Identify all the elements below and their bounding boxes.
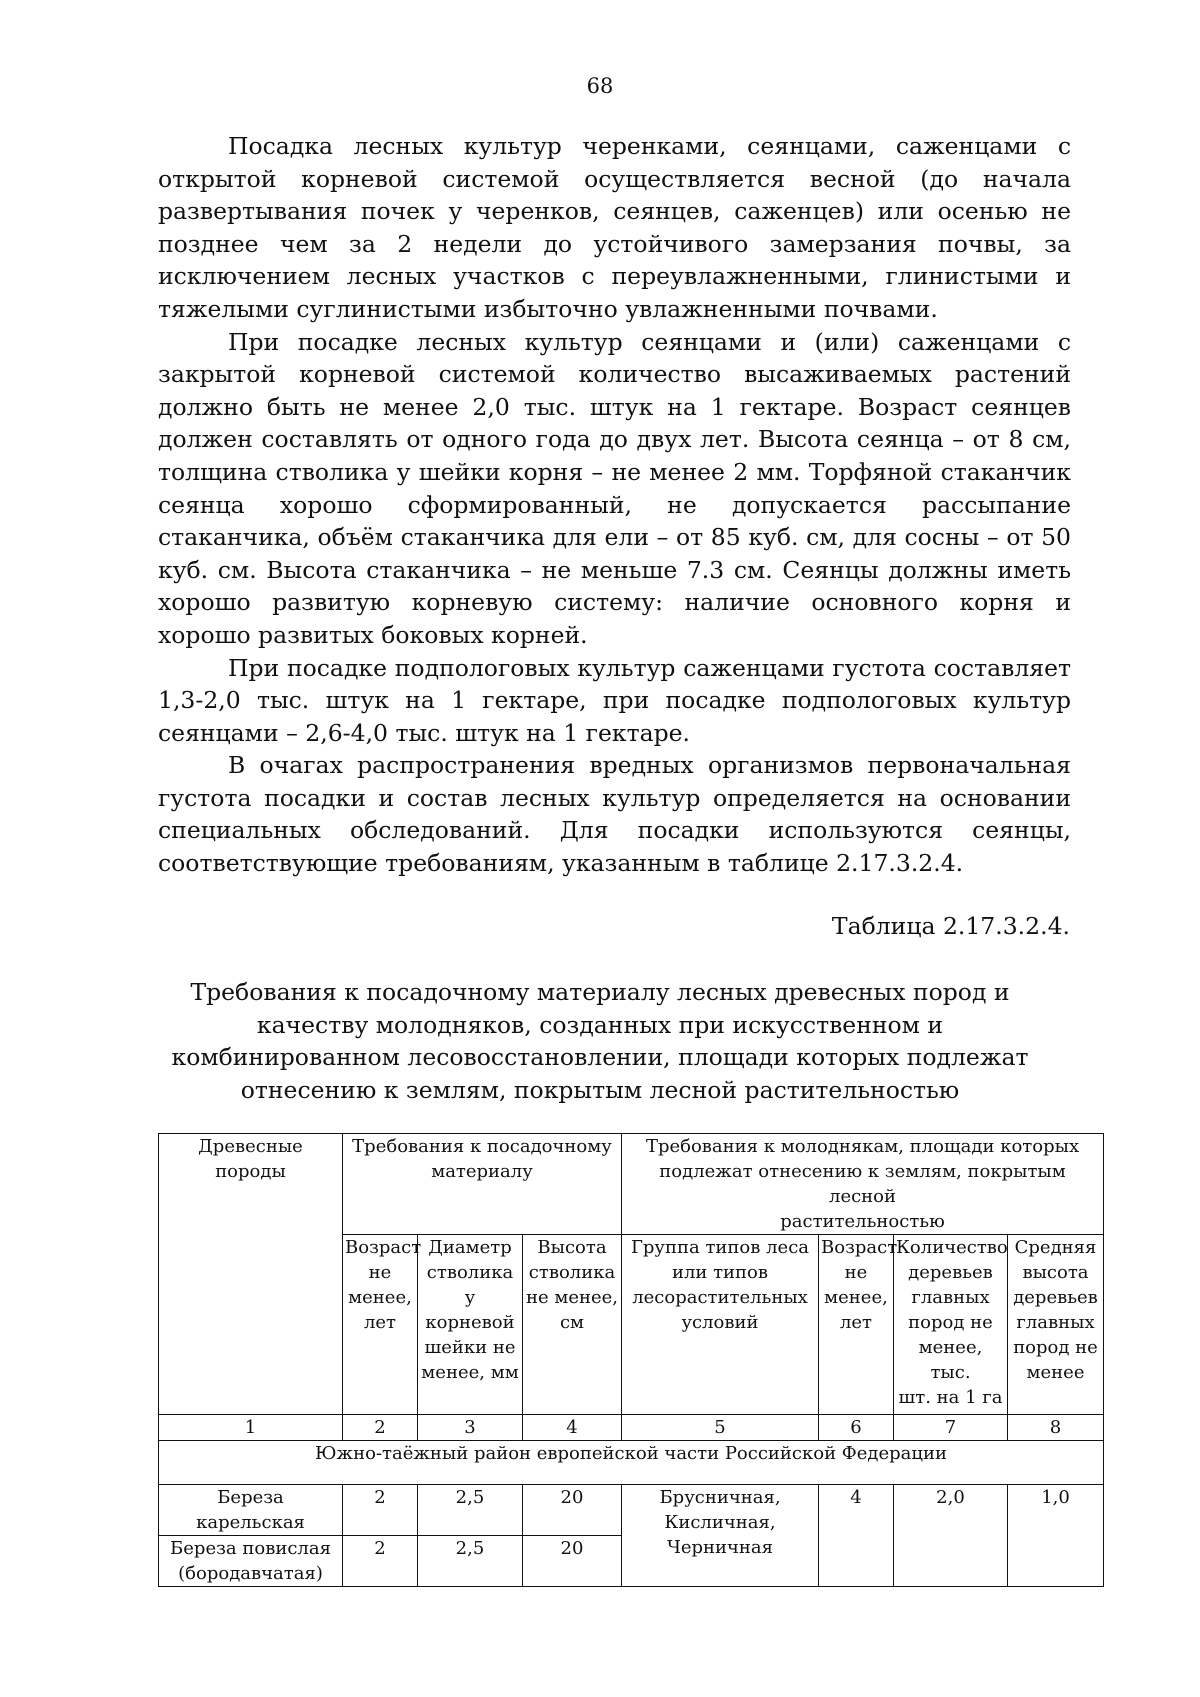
paragraph-planting-closed-roots: При посадке лесных культур сеянцами и (или) саженцами с закрытой корневой системой количество высаживаемых растений должно быть не менее 2,0 тыс. штук на 1 гектаре. Возраст сеянцев должен составлять от одного года до двух лет. Высота сеянца – от 8 см, толщина стволика у шейки корня – не менее 2 мм. Торфяной стаканчик сеянца хорошо сформированный, не допускается рассыпание стаканчика, объём стаканчика для ели – от 85 куб. см, для сосны – от 50 куб. см. Высота стаканчика – не меньше 7.3 см. Сеянцы должны иметь хорошо развитую корневую систему: наличие основного корня и хорошо развитых боковых корней. xyxy=(158,327,1071,649)
forest-type-groups: Брусничная, Кисличная, Черничная xyxy=(622,1485,819,1587)
header-stem-height: Высота стволика не менее, см xyxy=(523,1235,622,1415)
column-number: 8 xyxy=(1008,1415,1104,1441)
tree-count-value: 2,0 xyxy=(894,1485,1008,1587)
table-cell-diameter: 2,5 xyxy=(418,1536,523,1587)
paragraph-planting-open-roots: Посадка лесных культур черенками, сеянцами, саженцами с открытой корневой системой осуществляется весной (до начала развертывания почек у черенков, сеянцев, саженцев) или осенью не позднее чем за 2 недели до устойчивого замерзания почвы, за исключением лесных участков с переувлажненными, глинистыми и тяжелыми суглинистыми избыточно увлажненными почвами. xyxy=(158,132,1071,323)
header-group-young-stands: Требования к молоднякам, площади которых подлежат отнесению к землям, покрытым лесной растительностью xyxy=(622,1134,1104,1235)
table-title-line: отнесению к землям, покрытым лесной растительностью xyxy=(240,1075,960,1104)
header-seedling-age: Возраст не менее, лет xyxy=(343,1235,418,1415)
young-stand-age-value: 4 xyxy=(819,1485,894,1587)
column-number: 6 xyxy=(819,1415,894,1441)
species-silver-birch: Береза повислая (бородавчатая) xyxy=(159,1536,343,1587)
species-karelian-birch: Береза карельская xyxy=(159,1485,343,1536)
column-number: 2 xyxy=(343,1415,418,1441)
column-number: 4 xyxy=(523,1415,622,1441)
table-title xyxy=(150,976,1050,1106)
column-number: 3 xyxy=(418,1415,523,1441)
table-cell-age: 2 xyxy=(343,1485,418,1536)
header-average-height: Средняя высота деревьев главных пород не менее xyxy=(1008,1235,1104,1415)
column-number: 1 xyxy=(159,1415,343,1441)
header-species: Древесные породы xyxy=(159,1134,343,1415)
body-text xyxy=(158,130,1071,880)
table-title-line: комбинированном лесовосстановлении, площади которых подлежат xyxy=(171,1043,1029,1072)
table-cell-height: 20 xyxy=(523,1536,622,1587)
table-cell-age: 2 xyxy=(343,1536,418,1587)
table-cell-diameter: 2,5 xyxy=(418,1485,523,1536)
table-title-line: Требования к посадочному материалу лесных древесных пород и xyxy=(190,978,1010,1006)
region-row: Южно-таёжный район европейской части Российской Федерации xyxy=(159,1441,1104,1485)
header-young-stand-age: Возраст не менее, лет xyxy=(819,1235,894,1415)
header-tree-count: Количество деревьев главных пород не менее, тыс. шт. на 1 га xyxy=(894,1235,1008,1415)
table-title-line: качеству молодняков, созданных при искусственном и xyxy=(256,1010,944,1039)
table-cell-height: 20 xyxy=(523,1485,622,1536)
paragraph-underplanting: При посадке подпологовых культур саженцами густота составляет 1,3-2,0 тыс. штук на 1 гектаре, при посадке подпологовых культур сеянцами – 2,6-4,0 тыс. штук на 1 гектаре. xyxy=(158,653,1071,747)
header-forest-type-group: Группа типов леса или типов лесорастительных условий xyxy=(622,1235,819,1415)
paragraph-pest-outbreaks: В очагах распространения вредных организмов первоначальная густота посадки и состав лесных культур определяется на основании специальных обследований. Для посадки используются сеянцы, соответствующие требованиям, указанным в таблице 2.17.3.2.4. xyxy=(158,751,1071,878)
requirements-table xyxy=(158,1133,1104,1587)
average-height-value: 1,0 xyxy=(1008,1485,1104,1587)
column-number: 7 xyxy=(894,1415,1008,1441)
table-caption: Таблица 2.17.3.2.4. xyxy=(831,912,1070,940)
column-number: 5 xyxy=(622,1415,819,1441)
header-group-planting-material: Требования к посадочному материалу xyxy=(343,1134,622,1235)
page-number: 68 xyxy=(586,74,614,98)
header-stem-diameter: Диаметр стволика у корневой шейки не менее, мм xyxy=(418,1235,523,1415)
